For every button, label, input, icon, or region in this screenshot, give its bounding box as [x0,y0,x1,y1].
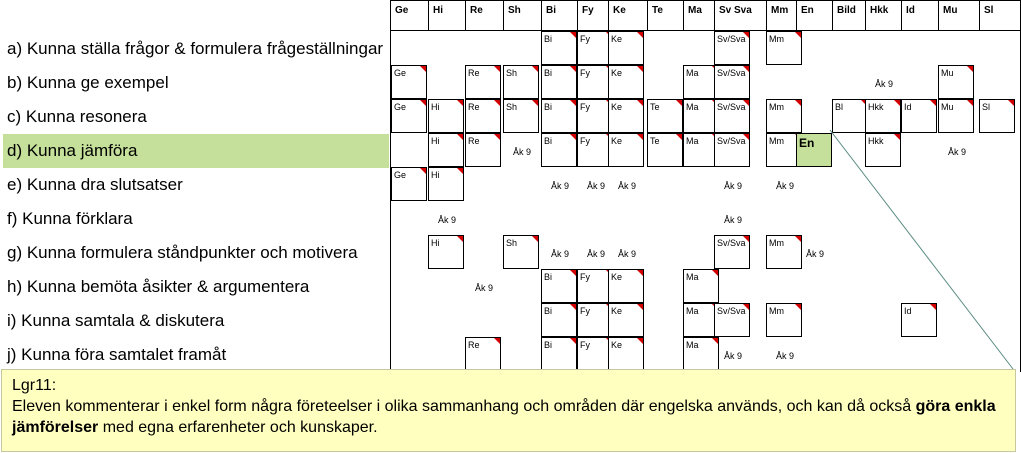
grid-cell-label: Ke [611,34,623,44]
subject-header-bild[interactable]: Bild [832,1,865,30]
grid-cell-label: Ke [611,102,623,112]
subject-header-id[interactable]: Id [901,1,938,30]
subject-header-re[interactable]: Re [465,1,503,30]
grid-cell-label: Ma [686,68,699,78]
grid-cell-label: Sv/Sva [717,68,746,78]
grid-cell-label: Sh [506,238,518,248]
grid-cell-label: Mm [769,102,784,112]
grid-cell-label: Bi [544,34,553,44]
grade-label: Åk 9 [724,181,743,191]
grid-cell-label: Re [468,136,480,146]
skill-item: d) Kunna jämföra [3,134,389,168]
grid-cell-label: Hkk [868,136,884,146]
grade-label: Åk 9 [618,181,637,191]
grid-cell-label: Bi [544,272,553,282]
grid-cell-label: Re [468,68,480,78]
grid-cell-label: Mm [769,238,784,248]
grid-cell-label: Mm [769,306,784,316]
skill-item: g) Kunna formulera ståndpunkter och motivera [7,243,358,262]
grid-cell-label: Bl [835,102,844,112]
grid-cell-label: Bi [544,68,553,78]
callout-title: Lgr11: [12,377,57,394]
callout-text-start: Eleven kommenterar i enkel form några företeelser i olika sammanhang och områden där engelska används, och kan då också [12,398,916,415]
grid-cell-label: Ma [686,136,699,146]
grid-cell-label: Fy [580,102,590,112]
grid-cell-label: Ge [394,68,407,78]
subject-header-mu[interactable]: Mu [938,1,979,30]
grid-cell-label: Id [904,102,912,112]
grid-cell-label: Sl [982,102,991,112]
lgr11-callout [1,369,1016,452]
skill-item: h) Kunna bemöta åsikter & argumentera [7,277,310,296]
grid-cell-label: Bi [544,136,553,146]
grid-cell-label: En [799,136,815,150]
subject-header-te[interactable]: Te [647,1,683,30]
grid-cell-label: Sv/Sva [717,238,746,248]
grid-cell-label: Id [904,306,912,316]
subject-header-mm[interactable]: Mm [766,1,796,30]
grid-cell-label: Mm [769,136,784,146]
grade-label: Åk 9 [806,249,825,259]
grade-label: Åk 9 [587,181,606,191]
grade-label: Åk 9 [551,181,570,191]
skill-item: j) Kunna föra samtalet framåt [7,345,227,364]
grid-cell-label: Bi [544,340,553,350]
grid-cell-label: Fy [580,68,590,78]
grid-cell-label: Ke [611,68,623,78]
callout-text-bold: göra enkla jämförelser [12,398,996,436]
grade-label: Åk 9 [551,249,570,259]
grid-cell-label: Sv/Sva [717,136,746,146]
subject-header-ke[interactable]: Ke [608,1,647,30]
grade-label: Åk 9 [724,215,743,225]
grid-cell-label: Fy [580,272,590,282]
grid-cell-label: Ma [686,340,699,350]
skill-item: f) Kunna förklara [7,209,133,228]
skill-item: c) Kunna resonera [7,107,147,126]
grade-label: Åk 9 [475,283,494,293]
grade-label: Åk 9 [875,79,894,89]
grid-cell-label: Sv/Sva [717,306,746,316]
grade-label: Åk 9 [776,181,795,191]
grid-cell-label: Mm [769,34,784,44]
grid-cell-label: Bi [544,306,553,316]
grid-cell-label: Re [468,340,480,350]
grid-cell-label: Mu [941,102,954,112]
grade-label: Åk 9 [513,147,532,157]
subject-header-ge[interactable]: Ge [395,5,409,16]
subject-header-sl[interactable]: Sl [979,1,1020,30]
subject-header-hkk[interactable]: Hkk [865,1,901,30]
grid-cell-label: Ma [686,272,699,282]
grid-cell-label: Ke [611,340,623,350]
grid-cell-label: Ge [394,170,407,180]
subject-header-ma[interactable]: Ma [683,1,714,30]
grid-cell-label: Bi [544,102,553,112]
subject-header-sh[interactable]: Sh [503,1,541,30]
grade-label: Åk 9 [618,249,637,259]
grid-cell-label: Ke [611,136,623,146]
grid-cell-label: Ke [611,272,623,282]
callout-text-end: med egna erfarenheter och kunskaper. [98,419,378,436]
grid-cell-label: Fy [580,136,590,146]
subject-header-bi[interactable]: Bi [541,1,577,30]
grid-cell-label: Sh [506,68,518,78]
grid-cell-label: Fy [580,340,590,350]
grade-label: Åk 9 [776,351,795,361]
grid-cell-label: Re [468,102,480,112]
grid-cell-label: Fy [580,306,590,316]
grid-cell-label: Hi [431,170,440,180]
grid-cell-label: Hi [431,102,440,112]
skill-item: e) Kunna dra slutsatser [7,175,183,194]
grid-cell-label: Fy [580,34,590,44]
grid-cell-label: Ma [686,306,699,316]
subject-header-en[interactable]: En [796,1,832,30]
grid-cell-label: Sh [506,102,518,112]
grid-cell-label: Te [650,136,660,146]
grid-cell-label: Ma [686,102,699,112]
grid-cell-label: Ke [611,306,623,316]
skill-item: i) Kunna samtala & diskutera [7,311,225,330]
grade-label: Åk 9 [724,351,743,361]
grid-cell-label: Mu [941,68,954,78]
grid-cell-label: Hi [431,136,440,146]
grid-cell-label: Hkk [868,102,884,112]
callout-text [12,396,1005,438]
grid-cell-label: Te [650,102,660,112]
grade-label: Åk 9 [438,215,457,225]
grade-label: Åk 9 [948,147,967,157]
skill-item: a) Kunna ställa frågor & formulera frågeställningar [7,39,384,58]
subject-header-hi[interactable]: Hi [428,1,465,30]
grid-cell-label: Sv/Sva [717,34,746,44]
grid-cell-label: Ge [394,102,407,112]
grade-label: Åk 9 [587,249,606,259]
skill-item: b) Kunna ge exempel [7,73,169,92]
subject-header-fy[interactable]: Fy [577,1,608,30]
grid-cell-label: Hi [431,238,440,248]
grid-cell-label: Sv/Sva [717,102,746,112]
subject-header-sv-sva[interactable]: Sv Sva [714,1,766,30]
